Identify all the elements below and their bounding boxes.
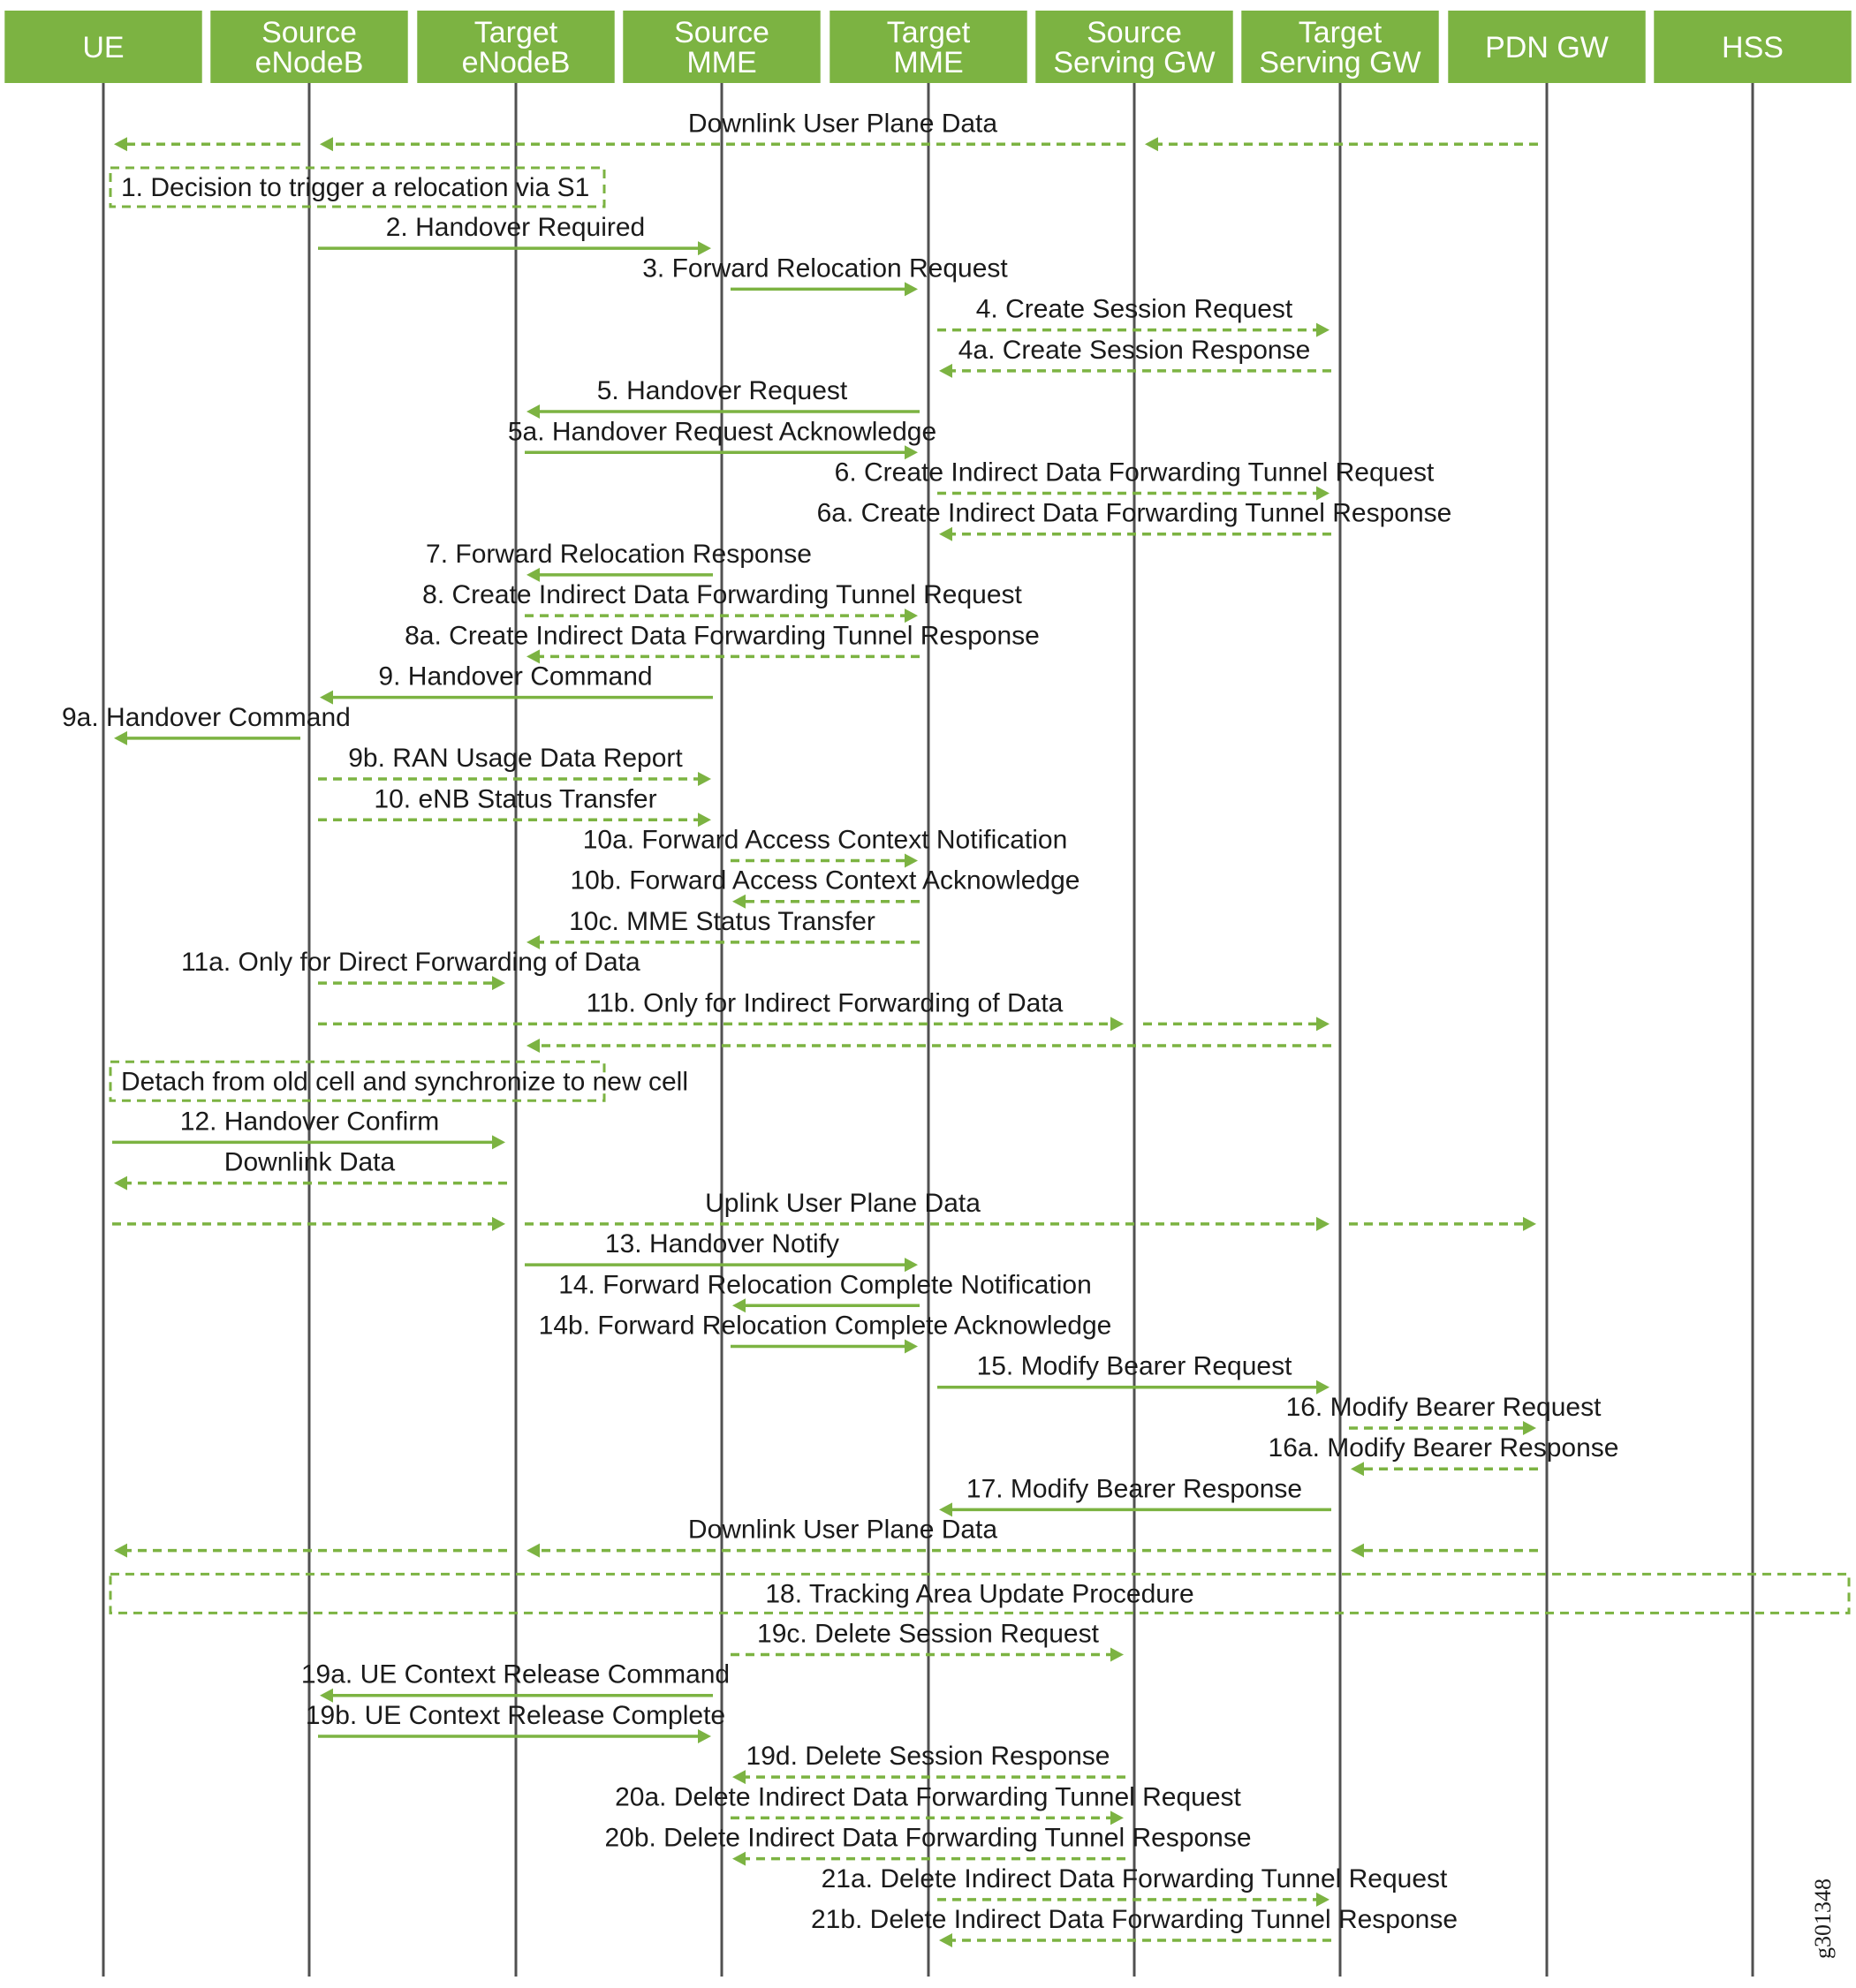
message-label: 8a. Create Indirect Data Forwarding Tunnel Response xyxy=(405,621,1040,651)
participant-label-tmme: MME xyxy=(893,46,964,79)
participant-label-tenb: Target xyxy=(473,16,558,49)
message-label: 12. Handover Confirm xyxy=(179,1107,440,1137)
message-label: 19d. Delete Session Response xyxy=(746,1742,1110,1772)
participant-label-smme: MME xyxy=(686,46,757,79)
message-label: 10. eNB Status Transfer xyxy=(374,784,657,814)
message-label: Downlink User Plane Data xyxy=(687,1515,998,1545)
participant-label-pgw: PDN GW xyxy=(1485,31,1609,64)
message-arrowhead xyxy=(698,1729,711,1743)
procedure-label: Detach from old cell and synchronize to new cell xyxy=(121,1067,688,1097)
message-label: 9a. Handover Command xyxy=(62,702,351,732)
message-arrowhead xyxy=(492,1135,505,1149)
participant-label-tmme: Target xyxy=(886,16,971,49)
message-arrowhead xyxy=(1145,137,1158,151)
message-label: 21a. Delete Indirect Data Forwarding Tunnel Request xyxy=(821,1863,1448,1894)
message-label: 21b. Delete Indirect Data Forwarding Tunnel Response xyxy=(810,1905,1458,1935)
procedure-label: 18. Tracking Area Update Procedure xyxy=(765,1579,1194,1609)
message-arrowhead xyxy=(1316,1017,1330,1031)
participant-label-smme: Source xyxy=(674,16,769,49)
message-arrowhead xyxy=(114,137,127,151)
message-arrowhead xyxy=(905,282,918,296)
message-label: 19b. UE Context Release Complete xyxy=(305,1700,726,1730)
participant-label-ue: UE xyxy=(82,31,125,64)
message-label: 4a. Create Session Response xyxy=(958,335,1311,365)
procedure-label: 1. Decision to trigger a relocation via S1 xyxy=(121,173,590,203)
message-arrowhead xyxy=(939,1933,952,1947)
message-label: 15. Modify Bearer Request xyxy=(976,1351,1292,1381)
message-label: 16. Modify Bearer Request xyxy=(1285,1392,1602,1422)
message-arrowhead xyxy=(492,976,505,990)
message-arrowhead xyxy=(698,772,711,786)
message-arrowhead xyxy=(1351,1462,1364,1476)
message-arrowhead xyxy=(939,364,952,378)
message-label: Downlink Data xyxy=(223,1147,396,1177)
message-arrowhead xyxy=(1523,1217,1536,1231)
message-arrowhead xyxy=(732,1852,746,1866)
message-arrowhead xyxy=(1316,323,1330,337)
message-arrowhead xyxy=(1110,1017,1124,1031)
message-arrowhead xyxy=(526,1039,540,1053)
message-label: 10c. MME Status Transfer xyxy=(569,906,875,936)
message-label: 19c. Delete Session Request xyxy=(757,1619,1099,1649)
message-label: 8. Create Indirect Data Forwarding Tunnel Request xyxy=(422,580,1022,610)
participant-label-senb: eNodeB xyxy=(254,46,364,79)
message-label: 6. Create Indirect Data Forwarding Tunnel Request xyxy=(834,457,1435,488)
participant-label-tenb: eNodeB xyxy=(461,46,571,79)
message-label: 4. Create Session Request xyxy=(975,294,1293,324)
message-label: Uplink User Plane Data xyxy=(705,1188,981,1218)
message-label: 20a. Delete Indirect Data Forwarding Tunnel Request xyxy=(615,1782,1241,1812)
message-label: 17. Modify Bearer Response xyxy=(966,1474,1303,1504)
message-label: 2. Handover Required xyxy=(385,213,646,243)
message-label: 20b. Delete Indirect Data Forwarding Tunnel Response xyxy=(604,1823,1252,1853)
message-label: 16a. Modify Bearer Response xyxy=(1268,1433,1619,1463)
message-label: 7. Forward Relocation Response xyxy=(426,539,812,569)
message-arrowhead xyxy=(526,1544,540,1558)
message-label: 14. Forward Relocation Complete Notification xyxy=(558,1270,1092,1300)
participant-label-tsgw: Target xyxy=(1298,16,1383,49)
message-arrowhead xyxy=(114,1176,127,1191)
message-label: 13. Handover Notify xyxy=(604,1229,840,1259)
message-arrowhead xyxy=(1351,1544,1364,1558)
participant-label-ssgw: Serving GW xyxy=(1053,46,1216,79)
message-label: 10b. Forward Access Context Acknowledge xyxy=(570,865,1080,896)
message-label: 19a. UE Context Release Command xyxy=(300,1659,731,1689)
message-arrowhead xyxy=(114,1544,127,1558)
message-arrowhead xyxy=(939,527,952,541)
message-arrowhead xyxy=(492,1217,505,1231)
message-label: 9b. RAN Usage Data Report xyxy=(348,744,683,774)
message-label: 11a. Only for Direct Forwarding of Data xyxy=(181,948,640,978)
message-arrowhead xyxy=(1110,1648,1124,1662)
message-label: 9. Handover Command xyxy=(378,661,653,692)
participant-label-senb: Source xyxy=(261,16,357,49)
message-label: 11b. Only for Indirect Forwarding of Data xyxy=(586,988,1064,1018)
message-label: Downlink User Plane Data xyxy=(687,109,998,139)
message-arrowhead xyxy=(905,1340,918,1354)
participant-label-hss: HSS xyxy=(1722,31,1784,64)
message-arrowhead xyxy=(320,137,333,151)
participant-label-ssgw: Source xyxy=(1087,16,1182,49)
message-label: 6a. Create Indirect Data Forwarding Tunnel Response xyxy=(816,498,1452,528)
message-label: 10a. Forward Access Context Notification xyxy=(582,825,1068,855)
message-label: 14b. Forward Relocation Complete Acknowledge xyxy=(538,1311,1112,1341)
message-label: 5a. Handover Request Acknowledge xyxy=(507,417,937,447)
participant-label-tsgw: Serving GW xyxy=(1259,46,1421,79)
message-label: 3. Forward Relocation Request xyxy=(642,253,1008,283)
message-arrowhead xyxy=(1316,1217,1330,1231)
message-arrowhead xyxy=(114,731,127,745)
message-label: 5. Handover Request xyxy=(596,376,848,406)
figure-reference: g301348 xyxy=(1810,1878,1836,1959)
